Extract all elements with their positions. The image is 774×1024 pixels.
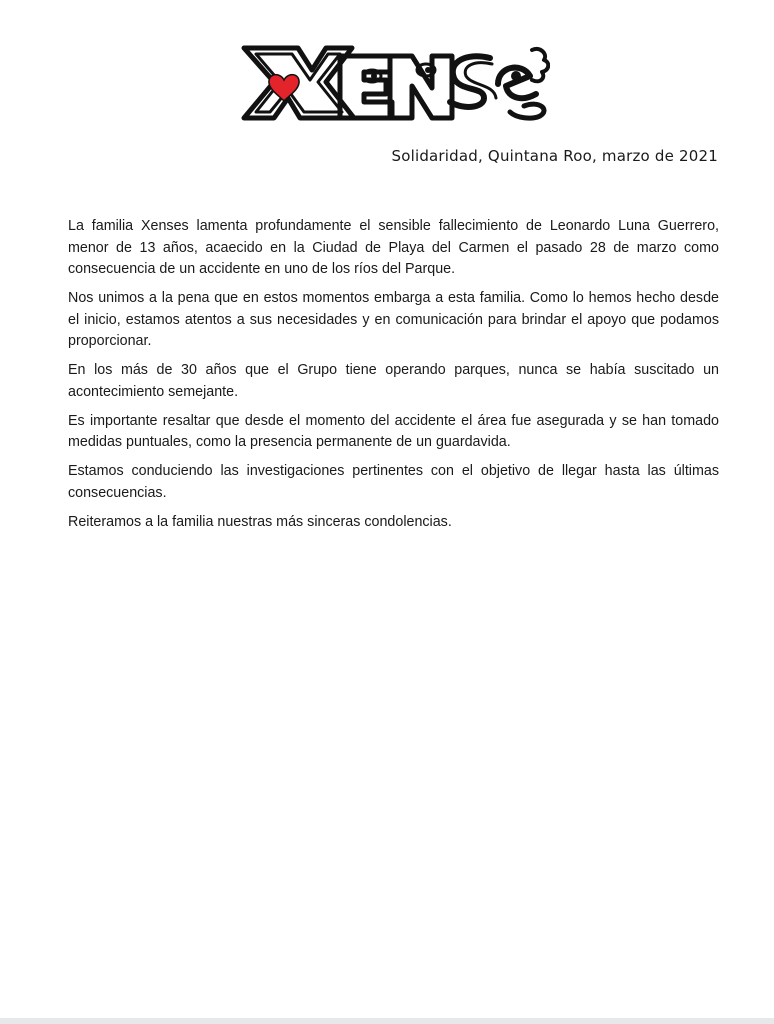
- page-bottom-edge: [0, 1018, 774, 1024]
- statement-paragraph: Reiteramos a la familia nuestras más sinceras condolencias.: [68, 513, 452, 530]
- statement-body: [68, 216, 719, 541]
- dateline: Solidaridad, Quintana Roo, marzo de 2021: [391, 147, 718, 165]
- statement-paragraph: Nos unimos a la pena que en estos momentos embarga a esta familia. Como lo hemos hecho desde el inicio, estamos atentos a sus necesidades y en comunicación para brindar el apoyo que podamos proporcionar.: [68, 290, 719, 349]
- statement-paragraph: Estamos conduciendo las investigaciones pertinentes con el objetivo de llegar hasta las últimas consecuencias.: [68, 463, 719, 501]
- statement-paragraph: En los más de 30 años que el Grupo tiene operando parques, nunca se había suscitado un acontecimiento semejante.: [68, 362, 719, 400]
- statement-paragraph: Es importante resaltar que desde el momento del accidente el área fue asegurada y se han tomado medidas puntuales, como la presencia permanente de un guardavida.: [68, 412, 719, 450]
- xenses-logo: [240, 40, 550, 122]
- statement-paragraph: La familia Xenses lamenta profundamente el sensible fallecimiento de Leonardo Luna Guerrero, menor de 13 años, acaecido en la Ciudad de Playa del Carmen el pasado 28 de marzo como consecuencia de un accidente en uno de los ríos del Parque.: [68, 218, 719, 277]
